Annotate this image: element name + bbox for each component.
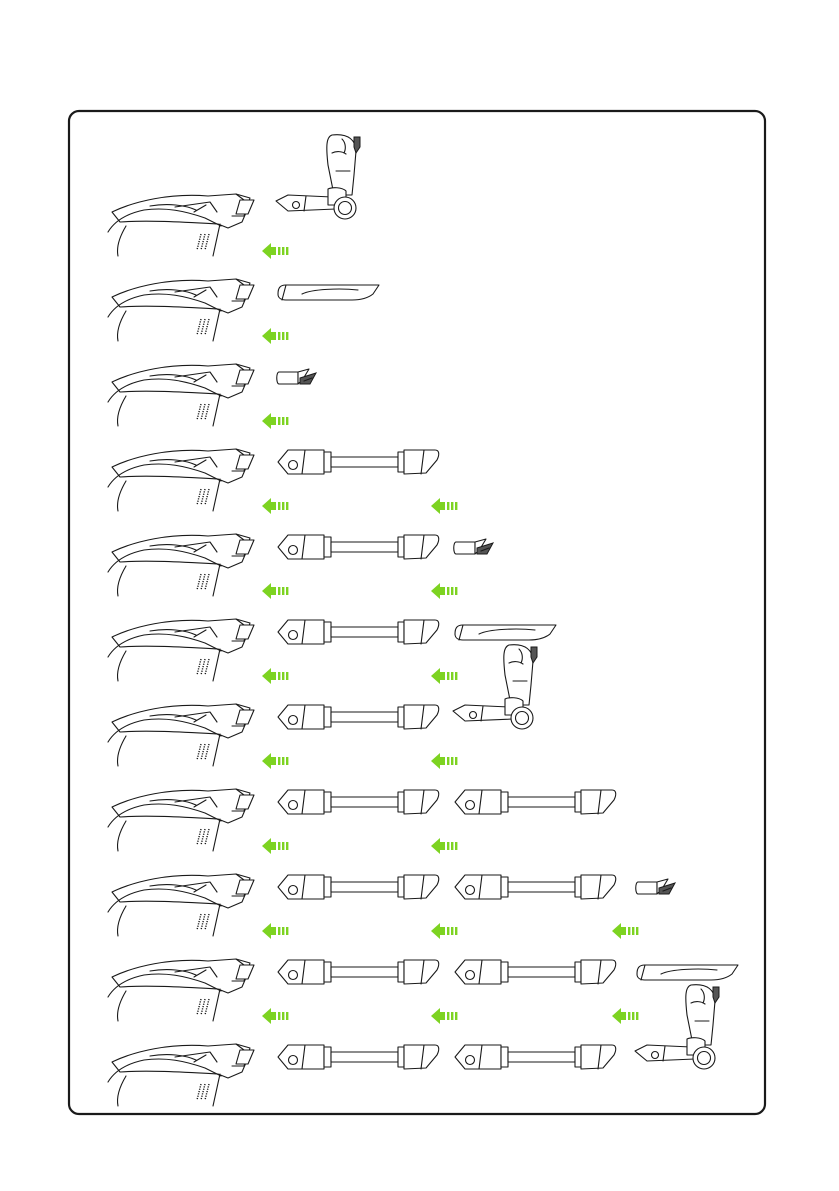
insert-arrow-icon [262, 328, 288, 344]
handheld-vacuum-icon [108, 279, 254, 341]
insert-arrow-icon [262, 1008, 288, 1024]
assembly-steps [108, 135, 738, 1106]
insert-arrow-icon [262, 838, 288, 854]
handheld-vacuum-icon [108, 194, 254, 256]
handheld-vacuum-icon [108, 959, 254, 1021]
handheld-vacuum-icon [108, 534, 254, 596]
assembly-step-10 [108, 959, 738, 1024]
insert-arrow-icon [431, 838, 457, 854]
insert-arrow-icon [262, 413, 288, 429]
assembly-step-9 [108, 874, 675, 939]
insert-arrow-icon [262, 923, 288, 939]
insert-arrow-icon [262, 753, 288, 769]
insert-arrow-icon [431, 1008, 457, 1024]
insert-arrow-icon [262, 583, 288, 599]
insert-arrow-icon [612, 923, 638, 939]
crevice-brush-head-tool-icon [453, 645, 537, 729]
insert-arrow-icon [431, 668, 457, 684]
extension-tube-icon [278, 705, 439, 729]
extension-tube-icon [455, 790, 616, 814]
crevice-tool-icon [278, 285, 379, 300]
insert-arrow-icon [612, 1008, 638, 1024]
assembly-step-5 [108, 534, 493, 599]
assembly-step-3 [108, 364, 316, 429]
insert-arrow-icon [431, 923, 457, 939]
assembly-step-2 [108, 279, 379, 344]
extension-tube-icon [278, 1045, 439, 1069]
assembly-step-7 [108, 645, 537, 769]
handheld-vacuum-icon [108, 874, 254, 936]
handheld-vacuum-icon [108, 1044, 254, 1106]
extension-tube-icon [278, 875, 439, 899]
crevice-brush-head-tool-icon [276, 135, 360, 219]
assembly-step-4 [108, 449, 457, 514]
extension-tube-icon [455, 960, 616, 984]
assembly-step-8 [108, 789, 616, 854]
handheld-vacuum-icon [108, 449, 254, 511]
brush-tool-icon [636, 879, 675, 894]
extension-tube-icon [455, 875, 616, 899]
extension-tube-icon [278, 450, 439, 474]
assembly-step-1 [108, 135, 360, 259]
extension-tube-icon [278, 960, 439, 984]
handheld-vacuum-icon [108, 619, 254, 681]
assembly-step-6 [108, 619, 556, 684]
extension-tube-icon [278, 535, 439, 559]
insert-arrow-icon [431, 498, 457, 514]
assembly-step-11 [108, 985, 719, 1106]
insert-arrow-icon [262, 498, 288, 514]
extension-tube-icon [455, 1045, 616, 1069]
handheld-vacuum-icon [108, 789, 254, 851]
brush-tool-icon [454, 539, 493, 554]
crevice-tool-icon [455, 625, 556, 640]
insert-arrow-icon [262, 668, 288, 684]
extension-tube-icon [278, 620, 439, 644]
insert-arrow-icon [262, 243, 288, 259]
insert-arrow-icon [431, 583, 457, 599]
insert-arrow-icon [431, 753, 457, 769]
brush-tool-icon [277, 369, 316, 384]
extension-tube-icon [278, 790, 439, 814]
crevice-tool-icon [637, 965, 738, 980]
handheld-vacuum-icon [108, 364, 254, 426]
handheld-vacuum-icon [108, 704, 254, 766]
crevice-brush-head-tool-icon [635, 985, 719, 1069]
